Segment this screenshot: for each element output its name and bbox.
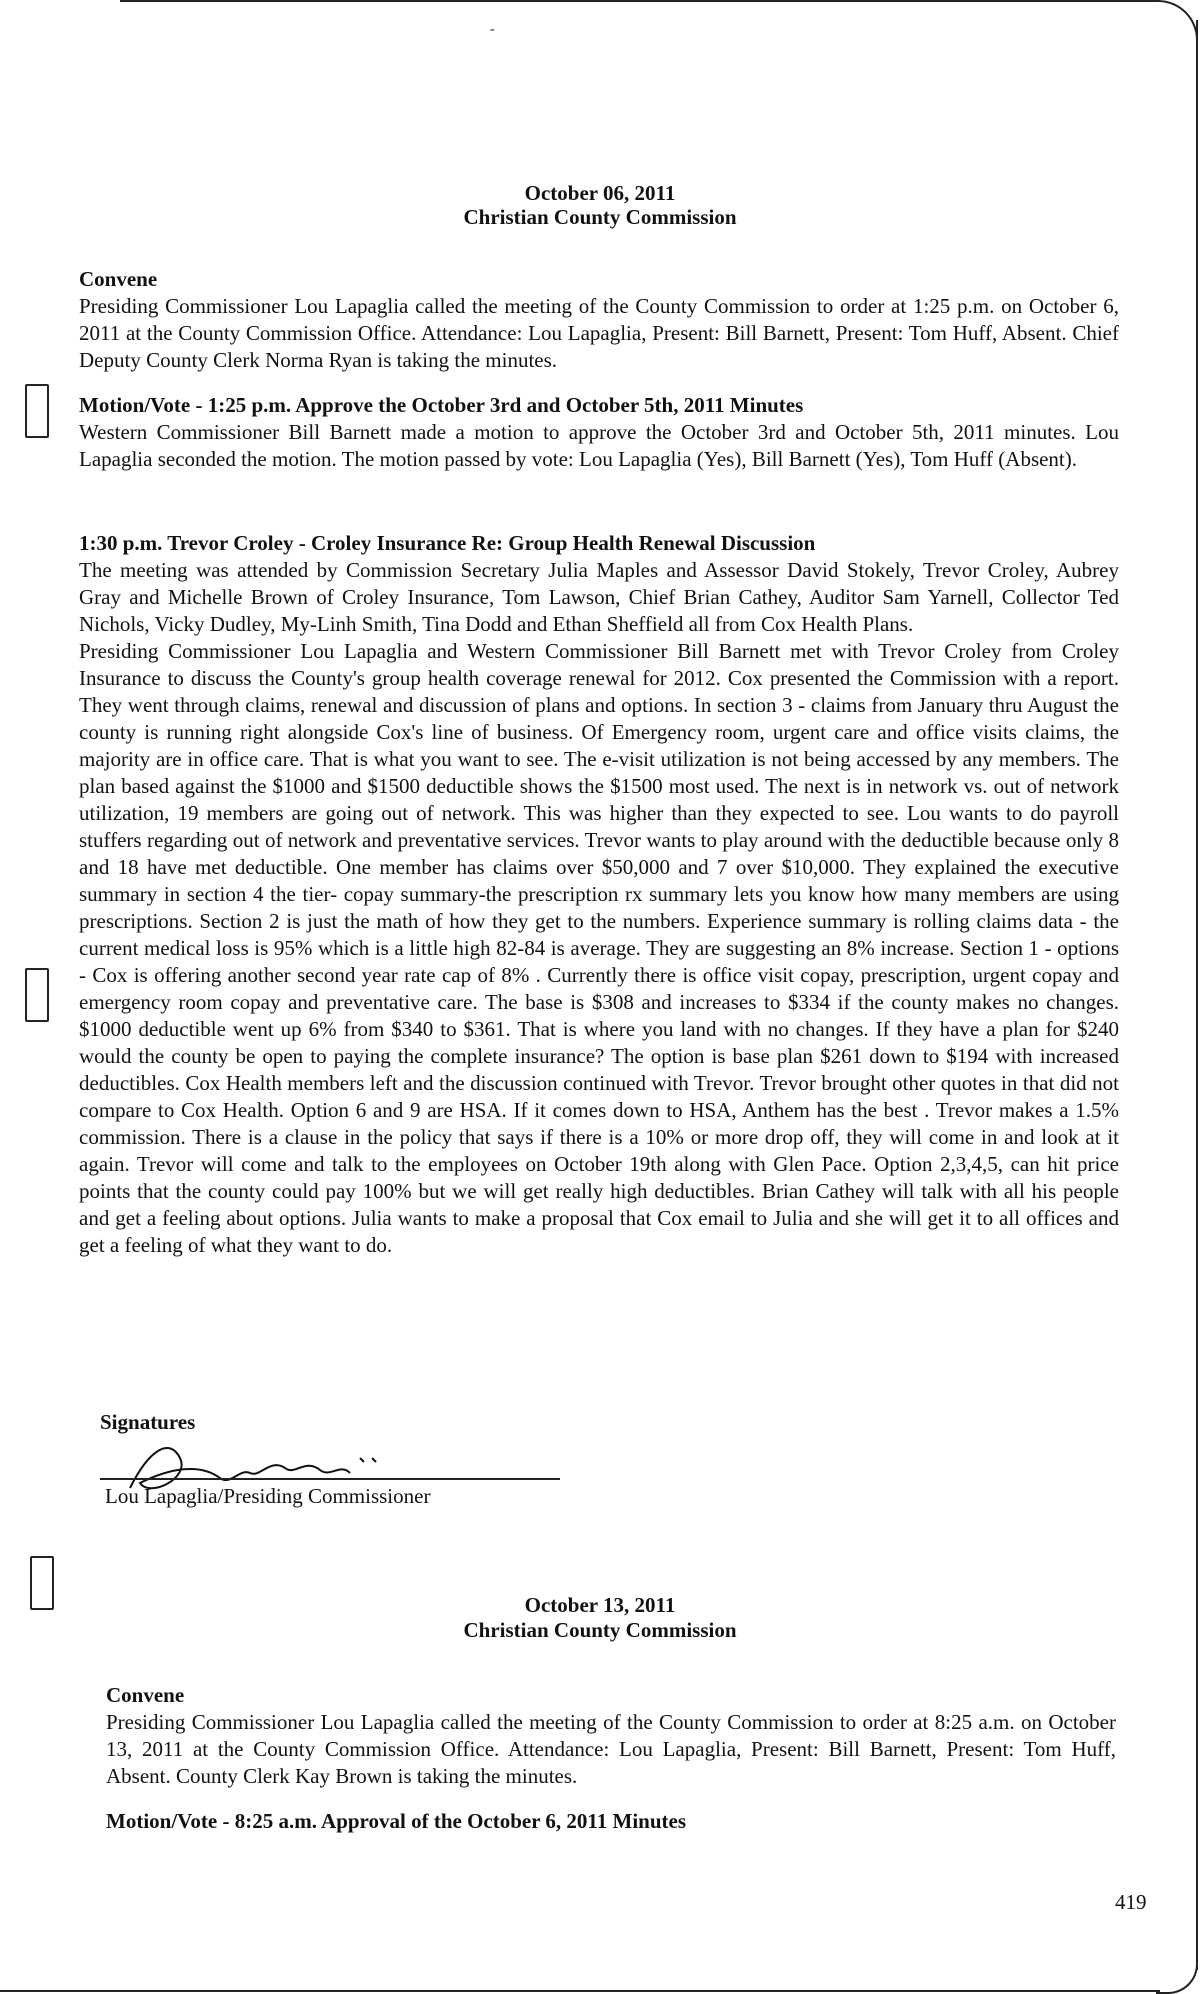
convene-heading: Convene (79, 267, 158, 291)
convene-section (106, 1682, 1116, 1790)
convene-section (79, 266, 1119, 374)
discussion-section (79, 530, 1119, 1259)
motion-section (106, 1808, 1116, 1835)
motion-heading: Motion/Vote - 1:25 p.m. Approve the October 3rd and October 5th, 2011 Minutes (79, 393, 804, 417)
page-mark: - (490, 22, 495, 37)
discussion-heading: 1:30 p.m. Trevor Croley - Croley Insurance Re: Group Health Renewal Discussion (79, 531, 816, 555)
page-corner-top-right (1156, 0, 1198, 42)
motion-section (79, 392, 1119, 473)
attendance-text: The meeting was attended by Commission Secretary Julia Maples and Assessor David Stokely, Trevor Croley, Aubrey Gray and Michelle Brown of Croley Insurance, Tom Lawson, Chief Brian Cathey, Auditor Sam Yarnell, Collector Ted Nichols, Vicky Dudley, My-Linh Smith, Tina Dodd and Ethan Sheffield all from Cox Health Plans. (79, 558, 1119, 636)
page-corner-bottom-right (1156, 1932, 1198, 1994)
convene-heading: Convene (106, 1683, 185, 1707)
discussion-text: Presiding Commissioner Lou Lapaglia and Western Commissioner Bill Barnett met with Trevor Croley from Croley Insurance to discuss the County's group health coverage renewal for 2012. Cox presented the Commission with a report. They went through claims, renewal and discussion of plans and options. In section 3 - claims from January thru August the county is running right alongside Cox's line of business. Of Emergency room, urgent care and office visits claims, the majority are in office care. That is what you want to see. The e-visit utilization is not being accessed by any members. The plan based against the $1000 and $1500 deductible shows the $1500 most used. The next is in network vs. out of network utilization, 19 members are going out of network. This was higher than they expected to see. Lou wants to do payroll stuffers regarding out of network and preventative services. Trevor wants to play around with the deductible because only 8 and 18 have met deductible. One member has claims over $50,000 and 7 over $10,000. They explained the executive summary in section 4 the tier- copay summary-the prescription rx summary lets you know how many members are using prescriptions. Section 2 is just the math of how they get to the numbers. Experience summary is rolling claims data - the current medical loss is 95% which is a little high 82-84 is average. They are suggesting an 8% increase. Section 1 - options - Cox is offering another second year rate cap of 8% . Currently there is office visit copay, prescription, urgent copay and emergency room copay and preventative care. The base is $308 and increases to $334 if the county makes no changes. $1000 deductible went up 6% from $340 to $361. That is where you land with no changes. If they have a plan for $240 would the county be open to paying the complete insurance? The option is base plan $261 down to $194 with increased deductibles. Cox Health members left and the discussion continued with Trevor. Trevor brought other quotes in that did not compare to Cox Health. Option 6 and 9 are HSA. If it comes down to HSA, Anthem has the best . Trevor makes a 1.5% commission. There is a clause in the policy that says if there is a 10% or more drop off, they will come in and look at it again. Trevor will come and talk to the employees on October 19th along with Glen Pace. Option 2,3,4,5, can hit price points that the county could pay 100% but we will get really high deductibles. Brian Cathey will talk with all his people and get a feeling about options. Julia wants to make a proposal that Cox email to Julia and she will get it to all offices and get a feeling of what they want to do. (79, 639, 1119, 1257)
motion-text: Western Commissioner Bill Barnett made a motion to approve the October 3rd and October 5th, 2011 minutes. Lou Lapaglia seconded the motion. The motion passed by vote: Lou Lapaglia (Yes), Bill Barnett (Yes), Tom Huff (Absent). (79, 420, 1119, 471)
page-number: 419 (1115, 1890, 1147, 1914)
page-edge-right (1196, 20, 1198, 1970)
meeting-org: Christian County Commission (463, 205, 737, 229)
convene-text: Presiding Commissioner Lou Lapaglia called the meeting of the County Commission to order at 8:25 a.m. on October 13, 2011 at the County Commission Office. Attendance: Lou Lapaglia, Present: Bill Barnett, Present: Tom Huff, Absent. County Clerk Kay Brown is taking the minutes. (106, 1710, 1116, 1788)
page-edge-top (120, 0, 1160, 2)
margin-bracket-icon (25, 968, 49, 1022)
meeting-org: Christian County Commission (463, 1618, 737, 1642)
page-edge-bottom (0, 1990, 1160, 1992)
motion-heading: Motion/Vote - 8:25 a.m. Approval of the October 6, 2011 Minutes (106, 1809, 687, 1833)
meeting-date: October 13, 2011 (524, 1593, 676, 1617)
signature-caption: Lou Lapaglia/Presiding Commissioner (105, 1484, 431, 1508)
meeting-date: October 06, 2011 (524, 181, 676, 205)
convene-text: Presiding Commissioner Lou Lapaglia called the meeting of the County Commission to order at 1:25 p.m. on October 6, 2011 at the County Commission Office. Attendance: Lou Lapaglia, Present: Bill Barnett, Present: Tom Huff, Absent. Chief Deputy County Clerk Norma Ryan is taking the minutes. (79, 294, 1119, 372)
signature-line (100, 1478, 560, 1480)
signatures-heading: Signatures (100, 1410, 196, 1434)
margin-bracket-icon (25, 384, 49, 438)
